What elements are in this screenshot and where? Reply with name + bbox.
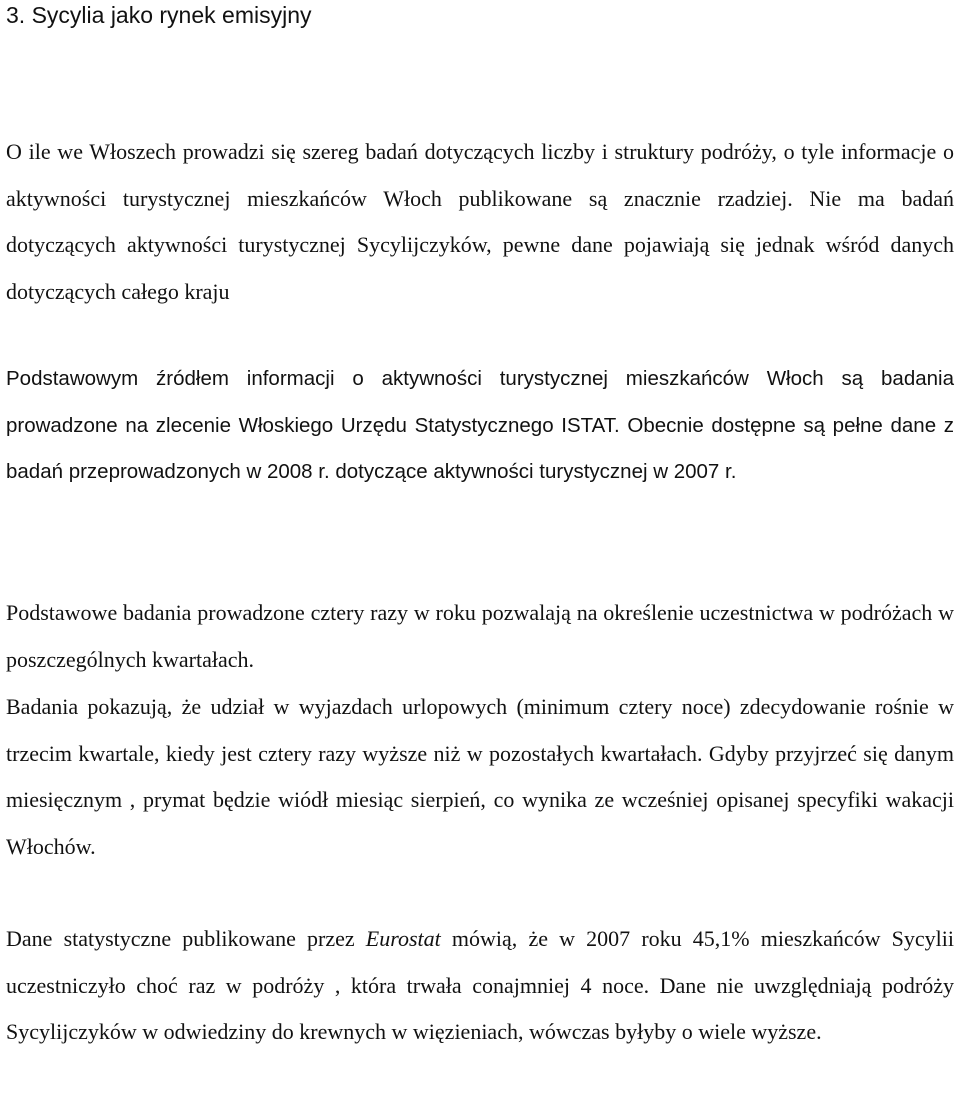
paragraph-eurostat-text-start: Dane statystyczne publikowane przez [6, 926, 366, 951]
document-page [6, 0, 954, 1044]
section-heading: 3. Sycylia jako rynek emisyjny [6, 2, 312, 28]
paragraph-holiday-trips: Badania pokazują, że udział w wyjazdach urlopowych (minimum cztery noce) zdecydowanie rośnie w trzecim kwartale, kiedy jest cztery razy wyższe niż w pozostałych kwartałach. Gdyby przyjrzeć się danym miesięcznym , prymat będzie wiódł miesiąc sierpień, co wynika ze wcześniej opisanej specyfiki wakacji Włochów. [6, 694, 954, 859]
paragraph-eurostat [6, 916, 954, 1056]
paragraph-quarterly-surveys: Podstawowe badania prowadzone cztery razy w roku pozwalają na określenie uczestnictwa w podróżach w poszczególnych kwartałach. [6, 600, 954, 672]
paragraph-intro: O ile we Włoszech prowadzi się szereg badań dotyczących liczby i struktury podróży, o tyle informacje o aktywności turystycznej mieszkańców Włoch publikowane są znacznie rzadziej. Nie ma badań dotyczących aktywności turystycznej Sycylijczyków, pewne dane pojawiają się jednak wśród danych dotyczących całego kraju [6, 139, 954, 304]
paragraph-istat-source: Podstawowym źródłem informacji o aktywności turystycznej mieszkańców Włoch są badania prowadzone na zlecenie Włoskiego Urzędu Statystycznego ISTAT. Obecnie dostępne są pełne dane z badań przeprowadzonych w 2008 r. dotyczące aktywności turystycznej w 2007 r. [6, 367, 954, 483]
paragraph-eurostat-text-end: mówią, że w 2007 roku 45,1% mieszkańców Sycylii uczestniczyło choć raz w podróży , która trwała conajmniej 4 noce. Dane nie uwzględniają podróży Sycylijczyków w odwiedziny do krewnych w więzieniach, wówczas byłyby o wiele wyższe. [6, 926, 954, 1044]
eurostat-italic: Eurostat [365, 926, 441, 951]
